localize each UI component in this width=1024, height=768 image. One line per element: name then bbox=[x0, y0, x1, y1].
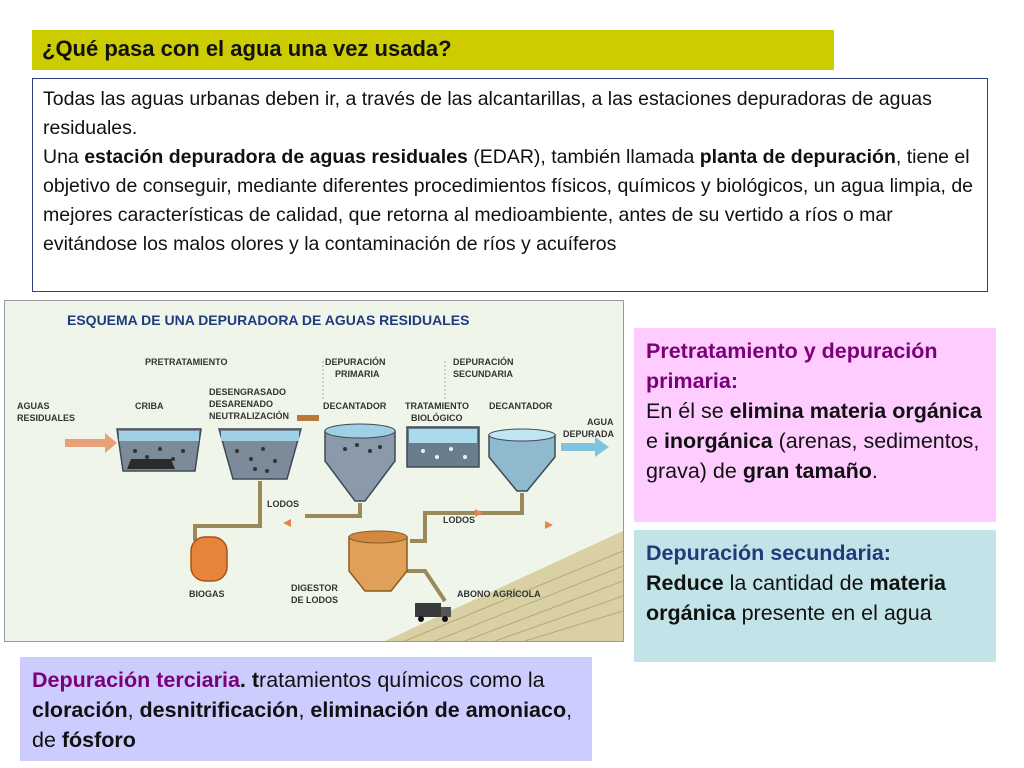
intro-paragraph-2: Una estación depuradora de aguas residuales (EDAR), también llamada planta de depuración, tiene el objetivo de conseguir, mediante diferentes procedimientos físicos, químicos y biológicos, un agua limpia, de mejores características de calidad, que retorna al medioambiente, antes de su vertido a ríos o mar evitándose los malos olores y la contaminación de ríos y acuíferos bbox=[43, 146, 974, 255]
sludge-pipe-2 bbox=[305, 503, 360, 516]
terrain-hill bbox=[385, 531, 623, 641]
intro-text-box bbox=[32, 78, 988, 292]
label-residuales: RESIDUALES bbox=[17, 413, 76, 423]
biogas-tank bbox=[191, 537, 227, 581]
label-pretratamiento: PRETRATAMIENTO bbox=[145, 357, 228, 367]
pretreatment-heading: Pretratamiento y depuración primaria: bbox=[646, 339, 938, 393]
label-desengrasado: DESENGRASADO bbox=[209, 387, 287, 397]
tertiary-callout: Depuración terciaria. tratamientos químicos como la cloración, desnitrificación, eliminación de amoniaco, de fósforo bbox=[20, 657, 592, 761]
outflow-arrow bbox=[561, 437, 609, 457]
label-decantador-2: DECANTADOR bbox=[489, 401, 553, 411]
label-aguas: AGUAS bbox=[17, 401, 50, 411]
label-digestor: DIGESTOR bbox=[291, 583, 338, 593]
tertiary-heading: Depuración terciaria bbox=[32, 668, 240, 692]
label-tratamiento: TRATAMIENTO bbox=[405, 401, 469, 411]
secondary-heading: Depuración secundaria: bbox=[646, 541, 891, 565]
label-biologico: BIOLÓGICO bbox=[411, 413, 463, 423]
pretreatment-callout: Pretratamiento y depuración primaria: En él se elimina materia orgánica e inorgánica (arenas, sedimentos, grava) de gran tamaño. bbox=[634, 328, 996, 522]
label-decantador-1: DECANTADOR bbox=[323, 401, 387, 411]
label-depurada: DEPURADA bbox=[563, 429, 615, 439]
sludge-digester bbox=[349, 537, 407, 591]
intro-paragraph-1: Todas las aguas urbanas deben ir, a través de las alcantarillas, a las estaciones depuradoras de aguas residuales. bbox=[43, 88, 932, 139]
label-lodos-1: LODOS bbox=[267, 499, 300, 509]
inflow-arrow bbox=[65, 433, 117, 453]
label-abono: ABONO AGRÍCOLA bbox=[457, 589, 541, 599]
primary-decanter-tank bbox=[325, 431, 395, 501]
label-de-lodos: DE LODOS bbox=[291, 595, 339, 605]
label-primaria: PRIMARIA bbox=[335, 369, 380, 379]
label-neutralizacion: NEUTRALIZACIÓN bbox=[209, 411, 289, 421]
label-depuracion-1: DEPURACIÓN bbox=[325, 357, 386, 367]
secondary-decanter-tank bbox=[489, 435, 555, 491]
label-biogas: BIOGAS bbox=[189, 589, 225, 599]
label-desarenado: DESARENADO bbox=[209, 399, 274, 409]
wastewater-plant-diagram bbox=[4, 300, 624, 642]
label-agua: AGUA bbox=[587, 417, 614, 427]
label-secundaria: SECUNDARIA bbox=[453, 369, 514, 379]
sludge-pipe-1 bbox=[195, 481, 260, 541]
page-title: ¿Qué pasa con el agua una vez usada? bbox=[32, 30, 834, 70]
label-depuracion-2: DEPURACIÓN bbox=[453, 357, 514, 367]
label-lodos-2: LODOS bbox=[443, 515, 476, 525]
secondary-callout: Depuración secundaria: Reduce la cantidad de materia orgánica presente en el agua bbox=[634, 530, 996, 662]
label-criba: CRIBA bbox=[135, 401, 164, 411]
diagram-title: ESQUEMA DE UNA DEPURADORA DE AGUAS RESIDUALES bbox=[67, 312, 470, 328]
